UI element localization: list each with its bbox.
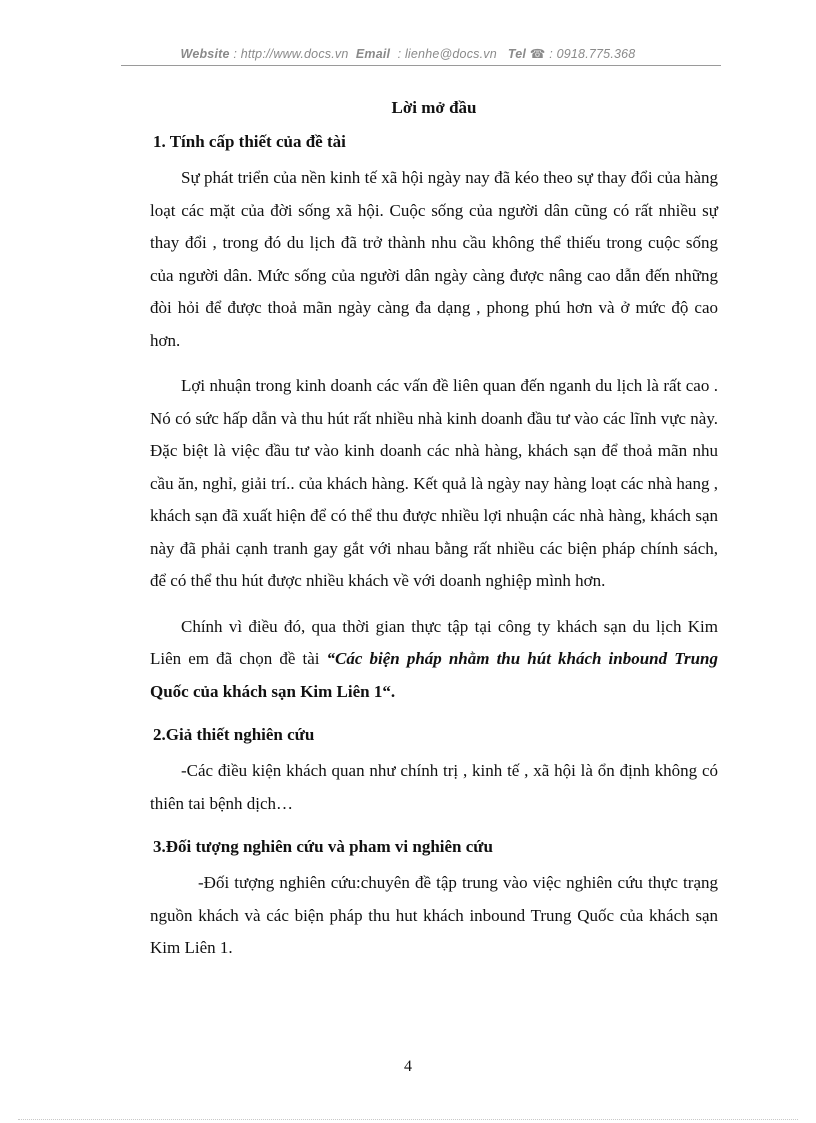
document-title: Lời mở đầu	[391, 98, 477, 117]
tel-label: Tel	[507, 47, 527, 61]
section-3-heading: 3.Đối tượng nghiên cứu và pham vi nghiên cứu	[153, 837, 493, 856]
document-body	[150, 94, 718, 978]
footer-divider	[18, 1119, 798, 1120]
website-label: Website	[180, 47, 230, 61]
website-value: : http://www.docs.vn	[233, 47, 349, 61]
section-3-paragraph-1: -Đối tượng nghiên cứu:chuyên đề tập trung vào việc nghiên cứu thực trạng nguồn khách và các biện pháp thu hut khách inbound Trung Quốc của khách sạn Kim Liên 1.	[150, 873, 718, 957]
section-1-paragraph-2: Lợi nhuận trong kinh doanh các vấn đề liên quan đến nganh du lịch là rất cao . Nó có sức hấp dẫn và thu hút rất nhiều nhà kinh doanh đầu tư vào các lĩnh vực này. Đặc biệt là việc đầu tư vào kinh doanh các nhà hàng, khách sạn để thoả mãn nhu cầu ăn, nghỉ, giải trí.. của khách hàng. Kết quả là ngày nay hàng loạt các nhà hang , khách sạn đã xuất hiện để có thể thu được nhiều lợi nhuận các nhà hàng, khách sạn này đã phải cạnh tranh gay gắt với nhau bằng rất nhiều các biện pháp chính sách, để có thể thu hút được nhiều khách về với doanh nghiệp mình hơn.	[150, 376, 718, 590]
email-label: Email	[355, 47, 391, 61]
section-1-paragraph-3	[150, 611, 718, 709]
paragraph-3-text: Chính vì điều đó, qua thời gian thực tập tại công ty khách sạn du lịch Kim Liên em đã chọn đề tài	[150, 616, 718, 668]
section-1-paragraph-1: Sự phát triển của nền kinh tế xã hội ngày nay đã kéo theo sự thay đổi của hàng loạt các mặt của đời sống xã hội. Cuộc sống của người dân cũng có rất nhiều sự thay đổi , trong đó du lịch đã trở thành nhu cầu không thể thiếu trong cuộc sống của người dân. Mức sống của người dân ngày càng được nâng cao dẫn đến những đòi hỏi để được thoả mãn ngày càng đa dạng , phong phú hơn và ở mức độ cao hơn.	[150, 168, 718, 350]
section-1-heading: 1. Tính cấp thiết của đề tài	[153, 132, 346, 151]
page-header	[0, 46, 816, 61]
section-2-heading: 2.Giả thiết nghiên cứu	[153, 725, 315, 744]
email-value: : lienhe@docs.vn	[397, 47, 497, 61]
topic-title-italic: “Các biện pháp nhằm thu hút khách inbound Trung	[326, 649, 718, 668]
page-number: 4	[404, 1058, 412, 1075]
tel-value: ☎ : 0918.775.368	[529, 47, 636, 61]
header-divider	[121, 65, 721, 66]
topic-title-tail: Quốc của khách sạn Kim Liên 1“.	[150, 681, 396, 701]
section-2-paragraph-1: -Các điều kiện khách quan như chính trị , kinh tế , xã hội là ổn định không có thiên tai bệnh dịch…	[150, 761, 718, 813]
